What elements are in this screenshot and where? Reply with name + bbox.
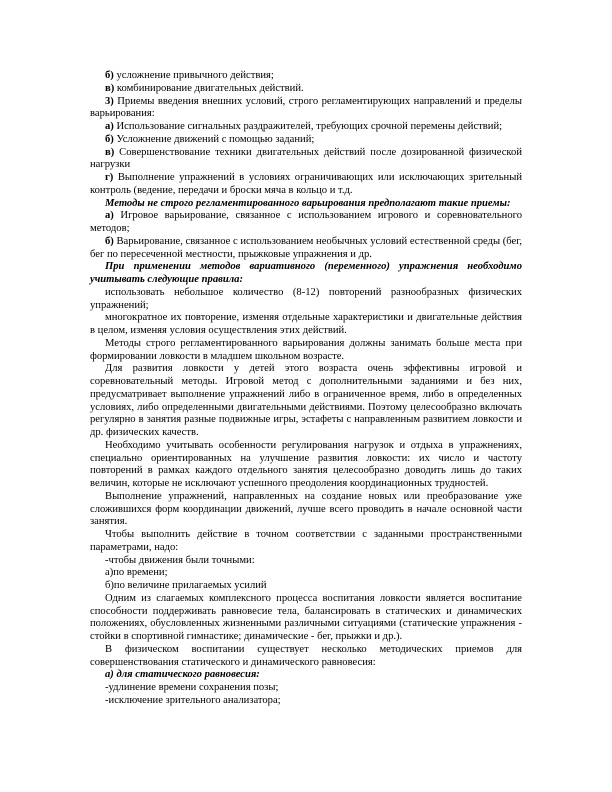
paragraph: В физическом воспитании существует несколько методических приемов для совершенствования статического и динамического равновесия: [90, 643, 522, 668]
item-label: г) [105, 172, 114, 183]
item-text: Игровое варьирование, связанное с использованием игрового и соревновательного методов; [90, 210, 522, 234]
section-heading-rules: При применении методов вариативного (переменного) упражнения необходимо учитывать следующие правила: [90, 261, 522, 285]
paragraph: Методы строго регламентированного варьирования должны занимать больше места при формировании ловкости в младшем школьном возрасте. [90, 337, 522, 362]
item-text: Усложнение движений с помощью заданий; [113, 133, 315, 145]
item-text: Приемы введения внешних условий, строго регламентирующих направлений и пределы варьирования: [90, 95, 522, 120]
static-item: -исключение зрительного анализатора; [105, 694, 281, 706]
item-text: Выполнение упражнений в условиях ограничивающих или исключающих зрительный контроль (ведение, передачи и броски мяча в кольцо и т.д. [90, 172, 522, 196]
item-text: Совершенствование техники двигательных действий после дозированной физической нагрузки [90, 146, 522, 171]
list-item [90, 96, 522, 122]
list-item [90, 147, 522, 173]
list-item [90, 70, 522, 83]
document-page [90, 70, 522, 708]
item-text: усложнение привычного действия; [113, 70, 274, 81]
accuracy-item: а)по времени; [105, 567, 168, 579]
paragraph: Одним из слагаемых комплексного процесса воспитания ловкости является воспитание способности поддерживать равновесие тела, балансировать в статических и динамических положениях, обусловленных жизненными различными ситуациями (статические упражнения - стойки в спортивной гимнастике; динамические - бег, прыжки и др.). [90, 592, 522, 642]
paragraph: Необходимо учитывать особенности регулирования нагрузок и отдыха в упражнениях, специально ориентированных на улучшение развития ловкости: их число и частоту повторений в рамках каждого отдельного занятия целесообразно доводить лишь до таких величин, которые не исключают успешного преодоления координационных трудностей. [90, 439, 522, 489]
list-item [90, 210, 522, 236]
item-label: 3) [105, 95, 114, 107]
item-label: б) [105, 70, 114, 81]
accuracy-item: б)по величине прилагаемых усилий [105, 580, 267, 591]
item-label: а) [105, 210, 114, 222]
rule-item: многократное их повторение, изменяя отдельные характеристики и двигательные действия в целом, изменяя условия осуществления этих действий. [90, 312, 522, 336]
paragraph: Для развития ловкости у детей этого возраста очень эффективны игровой и соревновательный методы. Игровой метод с дополнительными заданиями и без них, предусматривает выполнение упражнений либо в ограниченное время, либо в определенных условиях, либо определенными двигательными действиями. Поэтому целесообразно включать регулярно в занятия разные подвижные игры, эстафеты с направленным развитием ловкости и др. физических качеств. [90, 363, 522, 438]
item-label: в) [105, 146, 115, 158]
item-label: в) [105, 82, 115, 94]
accuracy-intro: Чтобы выполнить действие в точном соответствии с заданными пространственными параметрами, надо: [90, 529, 522, 553]
item-text: комбинирование двигательных действий. [114, 82, 304, 94]
accuracy-item: -чтобы движения были точными: [105, 554, 255, 566]
item-label: б) [105, 133, 114, 145]
static-item: -удлинение времени сохранения позы; [105, 682, 279, 693]
static-balance-heading: а) для статического равновесия: [105, 669, 260, 681]
item-text: Использование сигнальных раздражителей, требующих срочной перемены действий; [113, 121, 503, 132]
paragraph: Выполнение упражнений, направленных на создание новых или преобразование уже сложившихся форм координации движений, лучше всего проводить в начале основной части занятия. [90, 490, 522, 528]
item-label: б) [105, 235, 114, 247]
list-item [90, 83, 522, 96]
list-item [90, 134, 522, 147]
item-label: а) [105, 121, 114, 132]
list-item [90, 172, 522, 198]
item-text: Варьирование, связанное с использованием необычных условий естественной среды (бег, бег по пересеченной местности, прыжковые упражнения и др. [90, 235, 523, 260]
rule-item: использовать небольшое количество (8-12) повторений разнообразных физических упражнений; [90, 286, 522, 311]
list-item [90, 121, 522, 134]
list-item [90, 236, 522, 262]
section-heading-methods: Методы не строго регламентированного варьирования предполагают такие приемы: [105, 197, 511, 209]
